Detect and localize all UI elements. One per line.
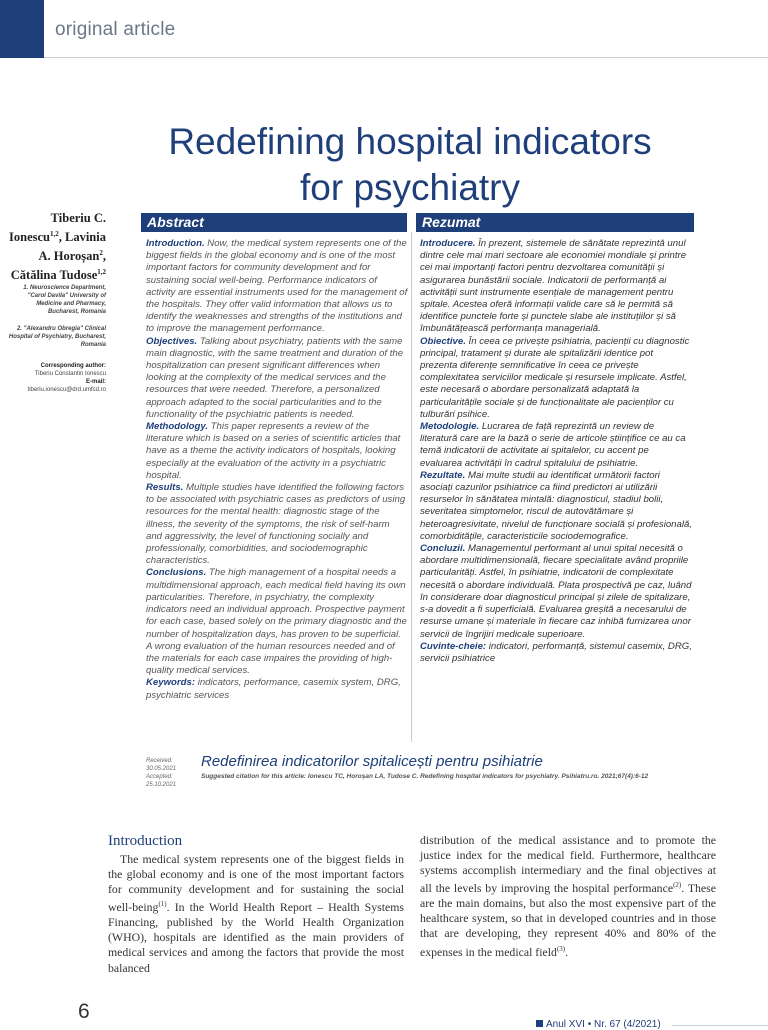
rezumat-body [420, 238, 692, 665]
abstract-keywords [146, 677, 408, 701]
abstract-conc-text: The high management of a hospital needs a multidimensional approach, each medical field having its own particularities. Therefore, in psychiatry, the complexity indicators need an individual approach. Prospective payment for each case, based solely on the primary diagnostic and the number of hospitalization days, has proven to be superficial. A wrong evaluation of the human resources needed and of the materials for each case impaires the providing of high-quality medical services. [146, 567, 407, 677]
rezumat-obj-label: Obiective. [420, 335, 466, 347]
body-left-text-1: The medical system represents one of the biggest fields in the global economy and is one of the most important factors for community development and for sustaining the social well-being [108, 852, 404, 915]
abstract-heading: Abstract [141, 213, 407, 232]
author-3-name: Cătălina Tudose [10, 268, 98, 283]
abstract-obj-label: Objectives. [146, 335, 198, 347]
corresponding-author [6, 362, 106, 394]
abstract-intro-text: Now, the medical system represents one of the biggest fields in the global economy and is one of the most important factors for community development and for sustaining social well-being. Performance indicators of activity are essential instruments used for the management of the hospitals. They offer valid information that allows us to identify the weaknesses and strengths of the institutions and to improve the management performance. [146, 238, 408, 335]
body-paragraph-right [420, 833, 716, 960]
abstract-introduction [146, 238, 408, 336]
abstract-body [146, 238, 408, 702]
abstract-meth-text: This paper represents a review of the literature which is based on a series of scientific articles that have as a theme the activity indicators of hospitals, looking especially at the evaluation of the activity in a psychiatric hospital. [146, 421, 401, 481]
abstract-obj-text: Talking about psychiatry, patients with the same main diagnostic, with the same treatment and duration of the hospitalization can present significant differences when looking at the complexity of the medical services and the resources that were needed. Therefore, a personalized approach adapted to the social particularities and to the functionality of the psychiatric patients is needed. [146, 335, 404, 420]
body-right-text-3: . [565, 944, 569, 959]
rezumat-obj-text: În ceea ce privește psihiatria, pacienții cu diagnostic principal, tratament și durate ale spitalizării identice pot prezenta diferențe semnificative în ceea ce privește complexitatea serviciilor medicale și resursele implicate. Astfel, este necesară o abordare personalizată adaptată la particularitățile sociale și de funcționalitate ale pacienților cu tulburări psihice. [420, 335, 690, 420]
rezumat-intro-label: Introducere. [420, 238, 476, 249]
footer-rule [672, 1025, 768, 1026]
suggested-citation: Suggested citation for this article: Ionescu TC, Horoșan LA, Tudose C. Redefining hospital indicators for psychiatry. Psihiatru.ro. 2021;67(4):6-12 [201, 773, 649, 780]
rezumat-conc-text: Managementul performant al unui spital necesită o abordare multidimensională, fiecare specialitate având propriile particularități. Astfel, în psihiatrie, indicatorii de complexitate necesită o abordare individuală. Plata prospectivă pe caz, luând în considerare doar diagnosticul principal și zilele de spitalizare, s-a dovedit a fi superficială. Evaluarea greșită a necesarului de resurse umane și materiale în fiecare caz inhibă furnizarea unor servicii de îngrijiri medicale superioare. [420, 543, 692, 640]
abstract-kw-label: Keywords: [146, 677, 196, 689]
abstract-meth-label: Methodology. [146, 421, 208, 433]
abstract-conclusions [146, 567, 408, 677]
author-list: Tiberiu C. Ionescu$^{1,2}$, Lavinia A. Horoșan$^2$, Cătălina Tudose$^{1,2}$ [9, 211, 106, 283]
rezumat-meth-label: Metodologie. [420, 421, 480, 433]
body-left-text-2: . In the World Health Report – Health Systems Financing, published by the World Health Organization (WHO), hospitals are identified as the main providers of medical services and among the factors that provide the most balanced [108, 900, 404, 975]
rezumat-intro-text: În prezent, sistemele de sănătate reprezintă unul dintre cele mai mari sectoare ale economiei mondiale și printre cei mai importanți factori pentru dezvoltarea comunității și asigurarea bunăstării sociale. Indicatorii de performanță ai activității sunt instrumente esențiale de management pentru spitale. Acestea oferă informații valide care să le permită să identifice punctele forte și punctele slabe ale instituțiilor și să îmbunătățească performanța managerială. [420, 238, 687, 335]
body-paragraph-left [108, 852, 404, 976]
body-right-text-1: distribution of the medical assistance and to promote the justice index for the medical field. Furthermore, healthcare systems accomplish intermediary and the final objectives at all the levels by improving the hospital performance [420, 833, 716, 896]
author-3-affil-sup: 1,2 [97, 268, 106, 277]
rezumat-obiective [420, 336, 692, 421]
romanian-title: Redefinirea indicatorilor spitalicești pentru psihiatrie [201, 753, 543, 770]
citation-ref: (1) [158, 900, 167, 909]
body-column-left [108, 833, 404, 976]
corresponding-author-name: Tiberiu Constantin Ionescu [34, 371, 106, 377]
abstract-conc-label: Conclusions. [146, 567, 207, 579]
affiliation-1: 1. Neuroscience Department, "Carol Davila" University of Medicine and Pharmacy, Bucharest, Romania [23, 285, 106, 315]
accepted-label: Accepted: [146, 774, 173, 780]
author-1-name: Tiberiu C. [50, 211, 106, 225]
rezumat-kw-label: Cuvinte-cheie: [420, 640, 487, 652]
accepted-date: 25.10.2021 [146, 782, 177, 788]
title-line-2: for psychiatry [299, 166, 520, 208]
column-divider [411, 232, 412, 742]
article-title [100, 119, 720, 211]
rezumat-concluzii [420, 543, 692, 641]
author-2-surname: A. Horoșan [38, 249, 100, 264]
rezumat-res-text: Mai multe studii au identificat următorii factori asociați cazurilor psihiatrice ca fiind predictori ai utilizării resurselor în sănătatea mintală: diagnosticul, stadiul bolii, severitatea simptomelor, riscul de autovătămare și heteroagresivitate, nivelul de funcționare socială și profesională, comorbiditățile, caracteristicile sociodemografice. [420, 469, 692, 542]
article-dates [146, 757, 176, 789]
header-corner-block [0, 0, 44, 58]
received-date: 30.05.2021 [146, 766, 177, 772]
body-column-right [420, 833, 716, 960]
abstract-res-label: Results. [146, 482, 184, 494]
corresponding-author-label: Corresponding author: [40, 363, 106, 369]
email-label: E-mail: [85, 379, 106, 385]
issue-info [536, 1019, 661, 1030]
header-rule [44, 57, 768, 58]
abstract-kw-text: indicators, performance, casemix system, DRG, psychiatric services [146, 677, 401, 701]
title-line-1: Redefining hospital indicators [168, 120, 652, 162]
rezumat-rezultate [420, 470, 692, 543]
abstract-results [146, 482, 408, 567]
author-1-affil-sup: 1,2 [50, 230, 59, 238]
abstract-objectives [146, 336, 408, 421]
issue-text: Anul XVI • Nr. 67 (4/2021) [546, 1019, 661, 1030]
section-label: original article [55, 19, 176, 40]
rezumat-kw-text: indicatori, performanță, sistemul casemix, DRG, servicii psihiatrice [420, 640, 692, 664]
citation-ref: (3) [556, 944, 566, 953]
page-number: 6 [78, 1000, 90, 1023]
rezumat-res-label: Rezultate. [420, 469, 466, 481]
author-1-surname: Ionescu [9, 230, 50, 245]
abstract-methodology [146, 421, 408, 482]
email-address: tiberiu.ionescu@drd.umfcd.ro [27, 387, 106, 393]
author-2-affil-sup: 2 [99, 249, 103, 258]
rezumat-heading: Rezumat [416, 213, 694, 232]
rezumat-metodologie [420, 421, 692, 470]
received-label: Received: [146, 758, 173, 764]
affiliation-2: 2. "Alexandru Obregia" Clinical Hospital of Psychiatry, Bucharest, Romania [8, 326, 106, 348]
author-2-name: , Lavinia [58, 230, 106, 245]
body-right-text-2: . These are the main domains, but also the most expensive part of the healthcare system, so that in developed countries and in those that are developing, they represent 40% and 80% of the expenses in the medical field [420, 881, 716, 959]
rezumat-introducere [420, 238, 692, 336]
abstract-intro-label: Introduction. [146, 238, 205, 249]
rezumat-meth-text: Lucrarea de față reprezintă un review de literatură care are la bază o serie de articole științifice ce au ca temă indicatorii de activitate ai spitalelor, cu accent pe evaluarea activității în cadrul spitalului de psihiatrie. [420, 421, 686, 469]
citation-ref: (2) [673, 881, 682, 890]
abstract-res-text: Multiple studies have identified the following factors to be associated with psychiatric cases as predictors of using resources for the mental health: diagnostic stage of the illness, the severity of the symptoms, the risk of self-harm and aggressivity, the level of functioning socially and professionally, comorbidities, and sociodemographic characteristics. [146, 482, 406, 567]
rezumat-cuvinte-cheie [420, 641, 692, 665]
introduction-heading: Introduction [108, 833, 183, 849]
rezumat-conc-label: Concluzii. [420, 543, 466, 555]
